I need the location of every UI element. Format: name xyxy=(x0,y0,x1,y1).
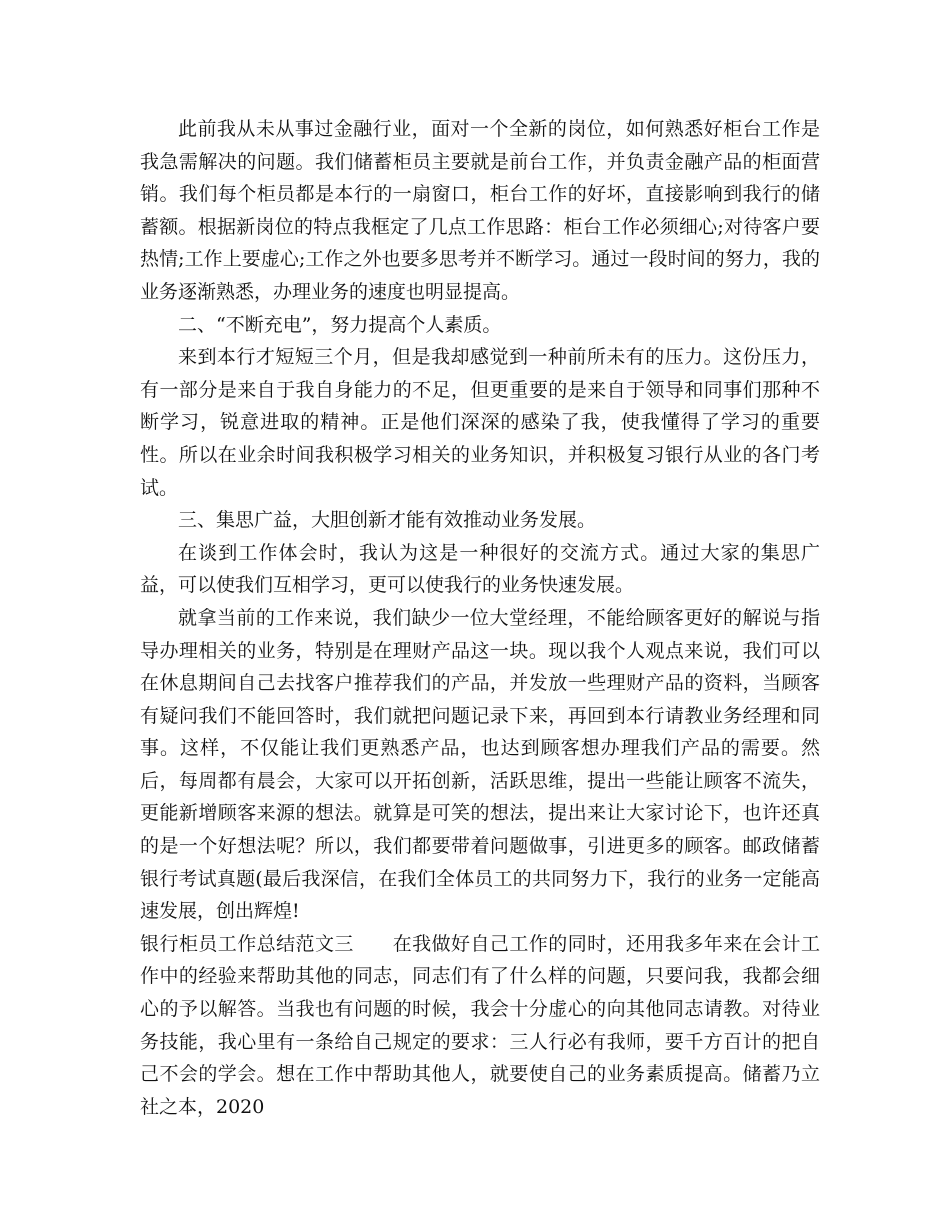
paragraph-3: 来到本行才短短三个月，但是我却感觉到一种前所未有的压力。这份压力，有一部分是来自于我自身能力的不足，但更重要的是来自于领导和同事们那种不断学习，锐意进取的精神。正是他们深深的感染了我，使我懂得了学习的重要性。所以在业余时间我积极学习相关的业务知识，并积极复习银行从业的各门考试。 xyxy=(140,346,820,499)
section-heading-2: 二、“不断充电”，努力提高个人素质。 xyxy=(178,313,502,336)
paragraph-1: 此前我从未从事过金融行业，面对一个全新的岗位，如何熟悉好柜台工作是我急需解决的问题。我们储蓄柜员主要就是前台工作，并负责金融产品的柜面营销。我们每个柜员都是本行的一扇窗口，柜台工作的好坏，直接影响到我行的储蓄额。根据新岗位的特点我框定了几点工作思路：柜台工作必须细心;对待客户要热情;工作上要虚心;工作之外也要多思考并不断学习。通过一段时间的努力，我的业务逐渐熟悉，办理业务的速度也明显提高。 xyxy=(140,118,820,303)
paragraph-7: 银行柜员工作总结范文三 在我做好自己工作的同时，还用我多年来在会计工作中的经验来帮助其他的同志，同志们有了什么样的问题，只要问我，我都会细心的予以解答。当我也有问题的时候，我会十分虚心的向其他同志请教。对待业务技能，我心里有一条给自己规定的要求：三人行必有我师，要千方百计的把自己不会的学会。想在工作中帮助其他人，就要使自己的业务素质提高。储蓄乃立社之本，2020 xyxy=(140,932,820,1118)
paragraph-6: 就拿当前的工作来说，我们缺少一位大堂经理，不能给顾客更好的解说与指导办理相关的业务，特别是在理财产品这一块。现以我个人观点来说，我们可以在休息期间自己去找客户推荐我们的产品，并发放一些理财产品的资料，当顾客有疑问我们不能回答时，我们就把问题记录下来，再回到本行请教业务经理和同事。这样，不仅能让我们更熟悉产品，也达到顾客想办理我们产品的需要。然后，每周都有晨会，大家可以开拓创新，活跃思维，提出一些能让顾客不流失，更能新增顾客来源的想法。就算是可笑的想法，提出来让大家讨论下，也许还真的是一个好想法呢？所以，我们都要带着问题做事，引进更多的顾客。邮政储蓄银行考试真题(最后我深信，在我们全体员工的共同努力下，我行的业务一定能高速发展，创出辉煌! xyxy=(140,606,820,923)
paragraph-5: 在谈到工作体会时，我认为这是一种很好的交流方式。通过大家的集思广益，可以使我们互相学习，更可以使我行的业务快速发展。 xyxy=(140,541,820,597)
section-heading-3: 三、集思广益，大胆创新才能有效推动业务发展。 xyxy=(178,509,597,532)
document-page xyxy=(140,113,820,1123)
